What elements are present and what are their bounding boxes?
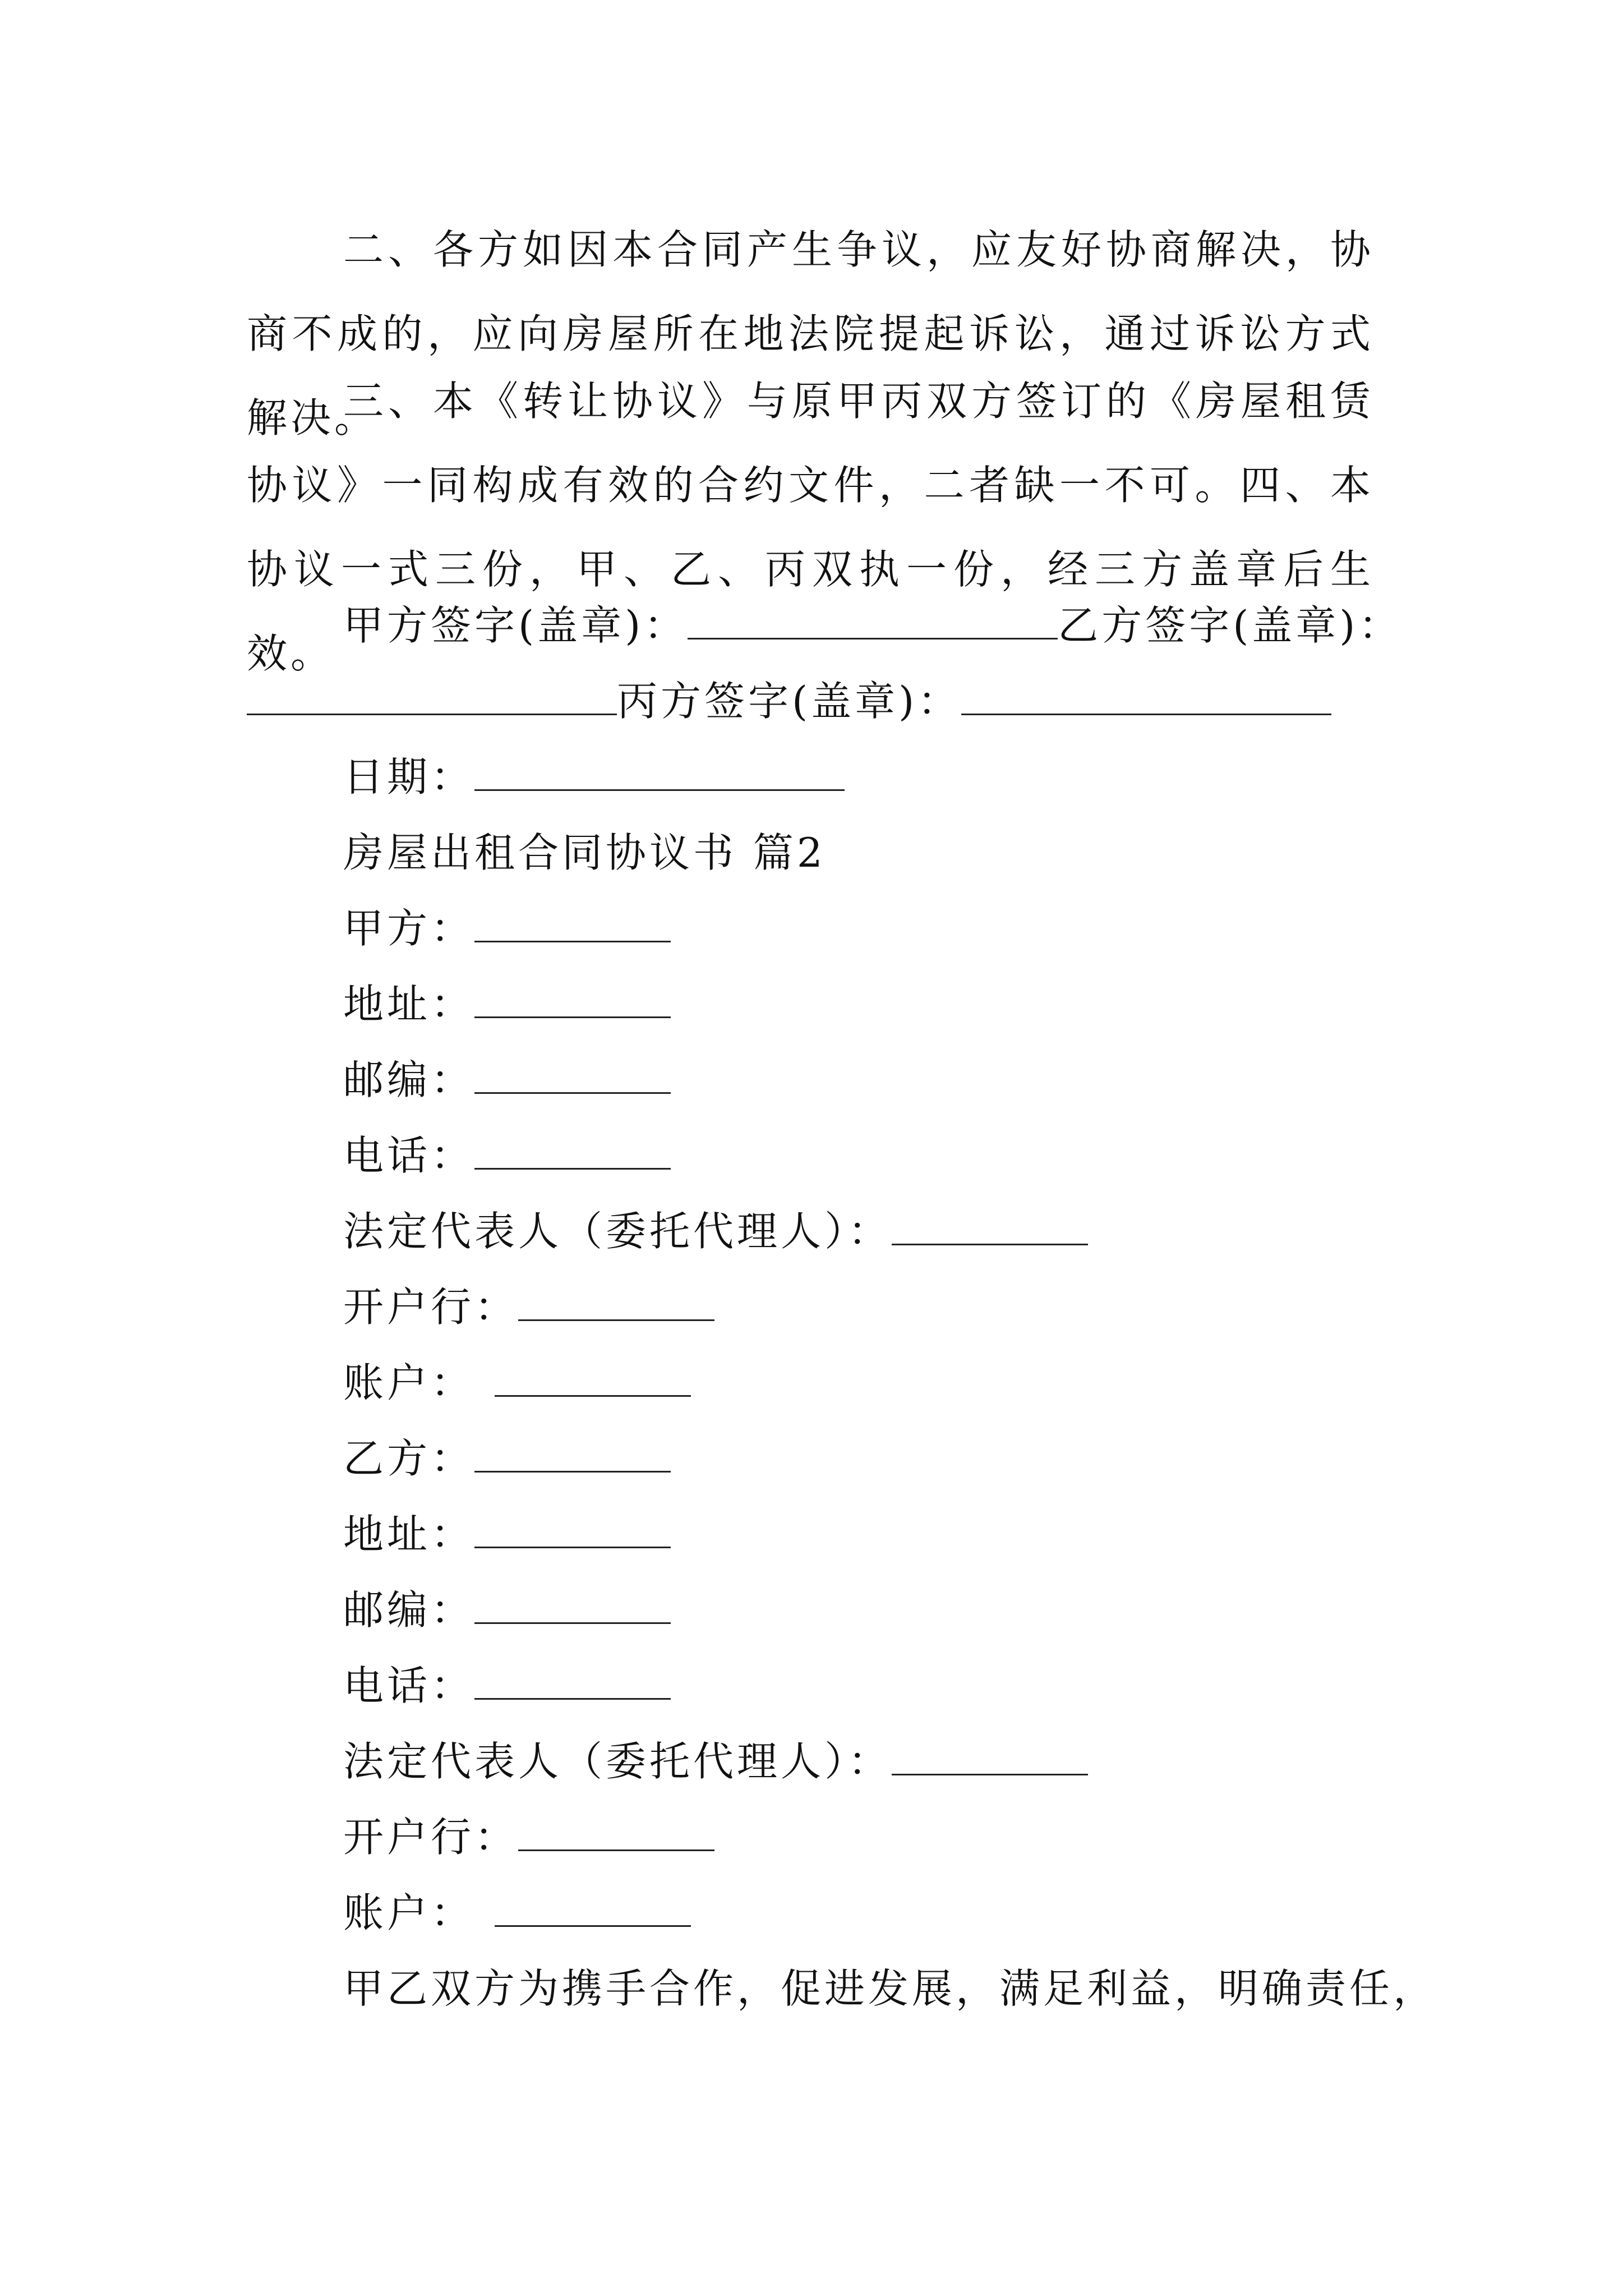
date-blank[interactable]	[474, 754, 845, 791]
party-a-account-row	[343, 1355, 691, 1411]
signature-line-a-b	[343, 597, 1402, 654]
section-title: 房屋出租合同协议书 篇2	[343, 829, 826, 876]
field-label: 法定代表人（委托代理人）：	[343, 1738, 892, 1785]
party-b-phone-row	[343, 1658, 671, 1714]
party-a-signature-label: 甲方签字(盖章)：	[343, 602, 688, 649]
field-label: 乙方：	[343, 1435, 475, 1482]
party-a-postcode-blank[interactable]	[474, 1057, 671, 1094]
party-c-signature-label: 丙方签字(盖章)：	[617, 678, 962, 725]
party-b-address-blank[interactable]	[474, 1512, 671, 1548]
party-a-rep-blank[interactable]	[892, 1209, 1088, 1245]
party-b-account-row	[343, 1885, 691, 1941]
field-label: 账户：	[343, 1359, 475, 1406]
party-a-rep-row	[343, 1203, 1088, 1259]
party-a-account-blank[interactable]	[495, 1360, 691, 1397]
field-label: 邮编：	[343, 1586, 475, 1634]
party-b-signature-blank[interactable]	[247, 679, 617, 715]
date-line	[343, 749, 845, 805]
party-a-signature-blank[interactable]	[688, 603, 1058, 639]
party-b-phone-blank[interactable]	[474, 1663, 671, 1700]
field-label: 地址：	[343, 981, 475, 1028]
party-b-signature-label: 乙方签字(盖章)：	[1058, 602, 1403, 649]
field-label: 法定代表人（委托代理人）：	[343, 1208, 892, 1255]
party-a-postcode-row	[343, 1052, 671, 1108]
party-b-bank-row	[343, 1809, 714, 1865]
party-b-name-blank[interactable]	[474, 1436, 671, 1473]
party-b-bank-blank[interactable]	[518, 1815, 714, 1851]
date-label: 日期：	[343, 753, 475, 800]
field-label: 邮编：	[343, 1056, 475, 1103]
party-b-account-blank[interactable]	[495, 1890, 691, 1927]
field-label: 账户：	[343, 1889, 475, 1936]
field-label: 开户行：	[343, 1283, 519, 1331]
party-a-name-row	[343, 900, 671, 956]
party-b-rep-row	[343, 1733, 1088, 1789]
closing-line: 甲乙双方为携手合作，促进发展，满足利益，明确责任，	[343, 1965, 1437, 2012]
signature-line-c	[247, 673, 1331, 729]
party-a-address-row	[343, 976, 671, 1032]
party-a-phone-blank[interactable]	[474, 1133, 671, 1170]
field-label: 甲方：	[343, 905, 475, 952]
paragraph-agreement-validity: 三、本《转让协议》与原甲丙双方签订的《房屋租赁协议》一同构成有效的合约文件，二者缺一不可。四、本协议一式三份，甲、乙、丙双执一份，经三方盖章后生效。	[247, 378, 1374, 677]
field-label: 地址：	[343, 1511, 475, 1558]
party-b-postcode-blank[interactable]	[474, 1588, 671, 1624]
party-b-name-row	[343, 1430, 671, 1487]
field-label: 电话：	[343, 1662, 475, 1709]
party-a-phone-row	[343, 1128, 671, 1184]
party-c-signature-blank[interactable]	[961, 679, 1331, 715]
party-a-address-blank[interactable]	[474, 982, 671, 1018]
party-a-name-blank[interactable]	[474, 906, 671, 942]
party-b-address-row	[343, 1506, 671, 1562]
party-a-bank-blank[interactable]	[518, 1285, 714, 1321]
party-b-postcode-row	[343, 1582, 671, 1638]
party-a-bank-row	[343, 1279, 714, 1335]
field-label: 开户行：	[343, 1814, 519, 1861]
field-label: 电话：	[343, 1132, 475, 1179]
party-b-rep-blank[interactable]	[892, 1739, 1088, 1775]
paragraph-dispute-resolution: 二、各方如因本合同产生争议，应友好协商解决，协商不成的，应向房屋所在地法院提起诉讼，通过诉讼方式解决。	[247, 226, 1374, 441]
